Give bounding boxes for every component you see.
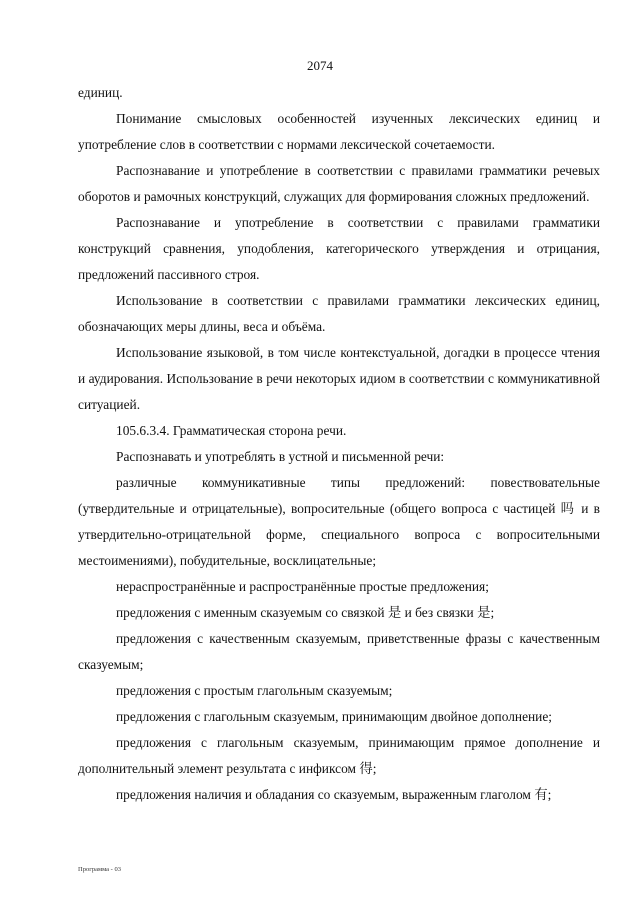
- paragraph: Использование в соответствии с правилами грамматики лексических единиц, обозначающих меры длины, веса и объёма.: [78, 293, 600, 334]
- list-item: предложения наличия и обладания со сказуемым, выраженным глаголом 有;: [116, 787, 552, 802]
- list-item: предложения с глагольным сказуемым, принимающим двойное дополнение;: [116, 709, 553, 724]
- document-body: [78, 80, 600, 808]
- footer-label: Программа - 03: [78, 866, 121, 873]
- list-item: предложения с глагольным сказуемым, принимающим прямое дополнение и дополнительный элемент результата с инфиксом 得;: [78, 735, 600, 776]
- list-item: предложения с качественным сказуемым, приветственные фразы с качественным сказуемым;: [78, 631, 600, 672]
- section-heading: 105.6.3.4. Грамматическая сторона речи.: [116, 423, 347, 438]
- paragraph: Распознавание и употребление в соответствии с правилами грамматики конструкций сравнения, уподобления, категорического утверждения и отрицания, предложений пассивного строя.: [78, 215, 600, 282]
- list-item: предложения с именным сказуемым со связкой 是 и без связки 是;: [116, 605, 495, 620]
- list-item: различные коммуникативные типы предложений: повествовательные (утвердительные и отрицательные), вопросительные (общего вопроса с частицей 吗 и в утвердительно-отрицательной форме, специального вопроса с вопросительными местоимениями), побудительные, восклицательные;: [78, 475, 600, 568]
- paragraph: Понимание смысловых особенностей изученных лексических единиц и употребление слов в соответствии с нормами лексической сочетаемости.: [78, 111, 600, 152]
- page-number: 2074: [307, 58, 333, 73]
- paragraph: Распознавать и употреблять в устной и письменной речи:: [116, 449, 445, 464]
- paragraph: Использование языковой, в том числе контекстуальной, догадки в процессе чтения и аудирования. Использование в речи некоторых идиом в соответствии с коммуникативной ситуацией.: [78, 345, 600, 412]
- list-item: нераспространённые и распространённые простые предложения;: [116, 579, 489, 594]
- paragraph: Распознавание и употребление в соответствии с правилами грамматики речевых оборотов и рамочных конструкций, служащих для формирования сложных предложений.: [78, 163, 600, 204]
- paragraph-continuation: единиц.: [78, 85, 123, 100]
- list-item: предложения с простым глагольным сказуемым;: [116, 683, 393, 698]
